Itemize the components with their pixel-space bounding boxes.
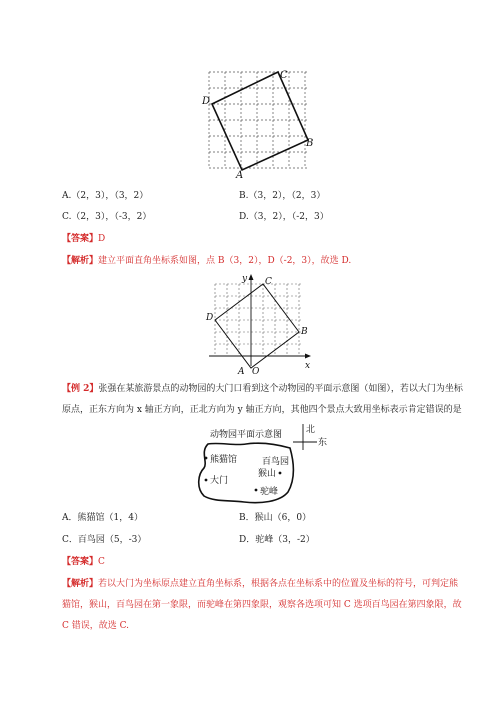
fig2-label-b: B [301,327,308,337]
fig2-label-d: D [206,313,214,323]
option-q1-d: D.（3，2），（-2，3） [239,212,329,222]
figure1-grid-diagram [200,62,320,180]
example2-tag: 【例 2】 [62,384,99,394]
answer2-value: C [98,557,105,567]
analysis2-text-line1: 若以大门为坐标原点建立直角坐标系，根据各点在坐标系中的位置及坐标的符号，可判定熊 [98,579,459,589]
example2-text-line1: 张强在某旅游景点的动物园的大门口看到这个动物园的平面示意图（如图），若以大门为坐标 [98,384,463,394]
answer2 [62,556,105,569]
answer1 [62,233,105,246]
fig1-label-d: D [202,96,211,107]
map-east-label: 东 [318,438,328,448]
option-q1-c: C.（2，3），（-3，2） [62,212,152,222]
option-q2-a: A．熊猫馆（1，4） [62,513,143,523]
fig2-label-a: A [238,367,245,376]
map-panda-label: 熊猫馆 [210,455,238,465]
map-camel-label: 驼峰 [260,487,279,497]
fig2-label-y: y [242,274,248,284]
example2-text-line2: 原点，正东方向为 x 轴正方向，正北方向为 y 轴正方向，其他四个景点大致用坐标表示肯定错误的是 [62,405,462,415]
option-q2-b: B．猴山（6，0） [239,513,312,523]
option-q2-c: C．百鸟园（5，-3） [62,535,147,545]
example2-line1 [62,383,463,396]
fig1-label-c: C [280,70,288,81]
analysis2-text-line3: C 错误，故选 C. [62,621,130,631]
map-north-label: 北 [306,425,316,435]
answer1-tag: 【答案】 [62,234,99,244]
figure2-coordinate-diagram [205,272,315,376]
map-monkey-label: 猴山 [258,469,277,479]
fig2-label-x: x [305,361,311,371]
analysis2-tag: 【解析】 [62,579,99,589]
option-q1-a: A.（2，3），（3，2） [62,191,149,201]
fig1-label-b: B [306,138,314,149]
option-q2-d: D．驼峰（3，-2） [239,535,315,545]
analysis1 [62,255,351,268]
fig2-label-c: C [265,277,272,287]
analysis2-line1 [62,578,458,591]
analysis1-text: 建立平面直角坐标系如图，点 B（3，2），D（-2，3），故选 D. [98,256,352,266]
analysis2-text-line2: 猫馆，猴山，百鸟园在第一象限，而驼峰在第四象限，观察各选项可知 C 选项百鸟园在第四象限，故 [62,600,462,610]
map-gate-label: 大门 [210,476,229,486]
zoo-map-diagram [190,422,330,506]
answer1-value: D [98,234,106,244]
map-title: 动物园平面示意图 [210,430,283,440]
fig1-label-a: A [236,170,244,180]
option-q1-b: B.（3，2），（2，3） [239,191,326,201]
map-birds-label: 百鸟园 [262,457,290,467]
answer2-tag: 【答案】 [62,557,99,567]
fig2-label-o: O [252,367,260,376]
analysis1-tag: 【解析】 [62,256,99,266]
